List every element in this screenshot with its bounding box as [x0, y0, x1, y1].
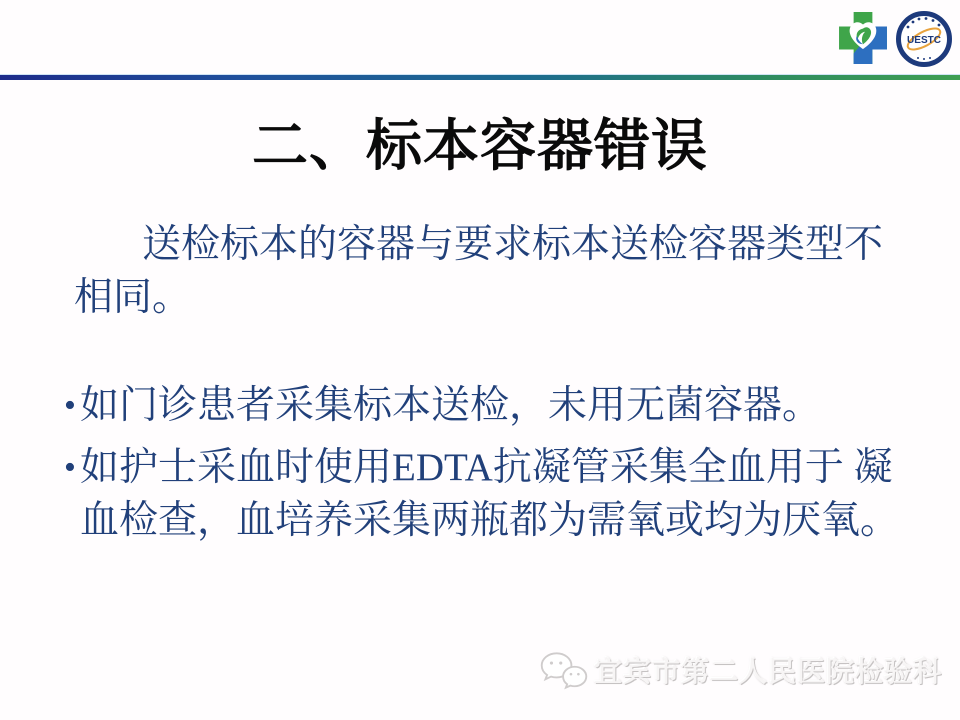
- seal-center-text: UESTC: [907, 35, 941, 46]
- gradient-divider-bar: [0, 74, 960, 80]
- bullet2-line-1: 如护士采血时使用EDTA抗凝管采集全血用于 凝: [80, 446, 893, 489]
- footer-watermark: [538, 648, 942, 692]
- paragraph-container-error: [64, 218, 904, 324]
- paragraph-line-2: 相同。: [74, 276, 192, 319]
- paragraph-line-1: 送检标本的容器与要求标本送检容器类型不: [142, 223, 884, 266]
- logo-row: [838, 10, 952, 68]
- university-seal-logo-icon: [896, 10, 952, 68]
- wechat-icon: [538, 648, 590, 692]
- slide-title: 二、标本容器错误: [252, 114, 708, 177]
- bullet1-text: 如门诊患者采集标本送检，未用无菌容器。: [80, 384, 822, 427]
- bullet-marker-icon: •: [64, 387, 76, 424]
- bullet-edta-tube: [64, 441, 904, 547]
- bullet-marker-icon: •: [64, 449, 76, 486]
- bullet-outpatient-container: [64, 379, 904, 432]
- slide-body: [64, 218, 904, 547]
- hospital-cross-logo-icon: [838, 10, 888, 66]
- bullet2-line-2: 血检查，血培养采集两瓶都为需氧或均为厌氧。: [80, 499, 900, 542]
- watermark-text: 宜宾市第二人民医院检验科: [593, 656, 942, 687]
